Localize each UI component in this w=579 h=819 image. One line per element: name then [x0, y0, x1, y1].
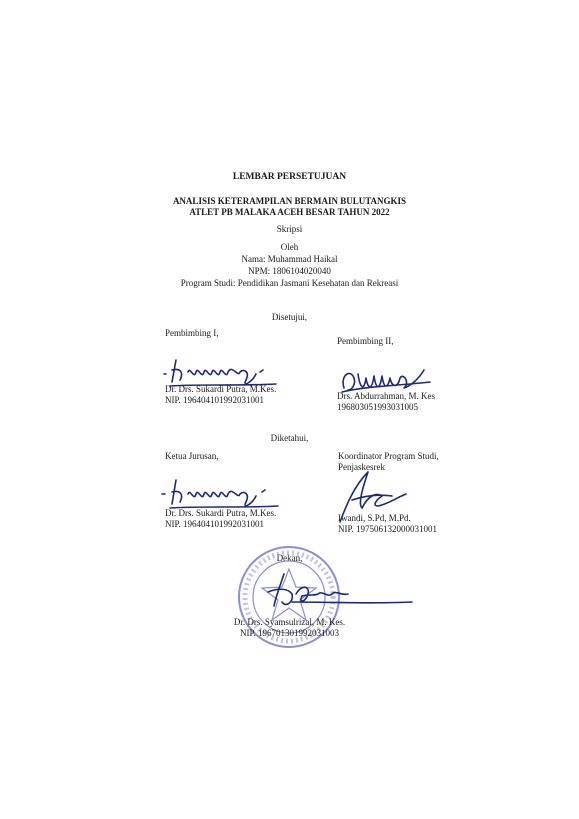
- author-program: Program Studi: Pendidikan Jasmani Kesehatan dan Rekreasi: [180, 278, 399, 288]
- author-by-label: Oleh: [280, 242, 299, 252]
- dean-name: Dr. Drs. Syamsulrizal, M. Kes.: [233, 617, 346, 627]
- advisor1-name: Dr. Drs. Sukardi Putra, M.Kes.: [165, 384, 277, 394]
- coordinator-name: Iwandi, S.Pd, M.Pd.: [338, 513, 411, 523]
- advisor1-role: Pembimbing I,: [165, 328, 219, 338]
- coordinator-nip: NIP. 197506132000031001: [338, 524, 438, 534]
- approved-label: Disetujui,: [271, 312, 308, 322]
- coordinator-role-line-1: Koordinator Program Studi,: [338, 451, 439, 461]
- dean-signature: [262, 566, 422, 616]
- known-label: Diketahui,: [270, 433, 309, 443]
- thesis-title-line-1: ANALISIS KETERAMPILAN BERMAIN BULUTANGKIS: [172, 196, 407, 206]
- author-npm: NPM: 1806104020040: [248, 266, 331, 276]
- department-head-name: Dr. Drs. Sukardi Putra, M.Kes.: [165, 508, 277, 518]
- advisor2-role: Pembimbing II,: [337, 336, 394, 346]
- department-head-role: Ketua Jurusan,: [165, 451, 219, 461]
- department-head-nip: NIP. 196404101992031001: [165, 519, 265, 529]
- advisor2-nip: 196803051993031005: [337, 402, 418, 412]
- document-type: Skripsi: [276, 224, 303, 234]
- advisor2-name: Drs. Abdurrahman, M. Kes: [337, 391, 435, 401]
- thesis-title-line-2: ATLET PB MALAKA ACEH BESAR TAHUN 2022: [189, 207, 390, 217]
- dean-nip: NIP. 196701301992031003: [239, 628, 339, 638]
- sheet-title: LEMBAR PERSETUJUAN: [232, 172, 347, 182]
- author-name: Nama: Muhammad Haikal: [241, 254, 338, 264]
- advisor1-nip: NIP. 196404101992031001: [165, 395, 265, 405]
- dean-role: Dekan,: [276, 553, 303, 563]
- coordinator-role-line-2: Penjaskesrek: [338, 462, 385, 472]
